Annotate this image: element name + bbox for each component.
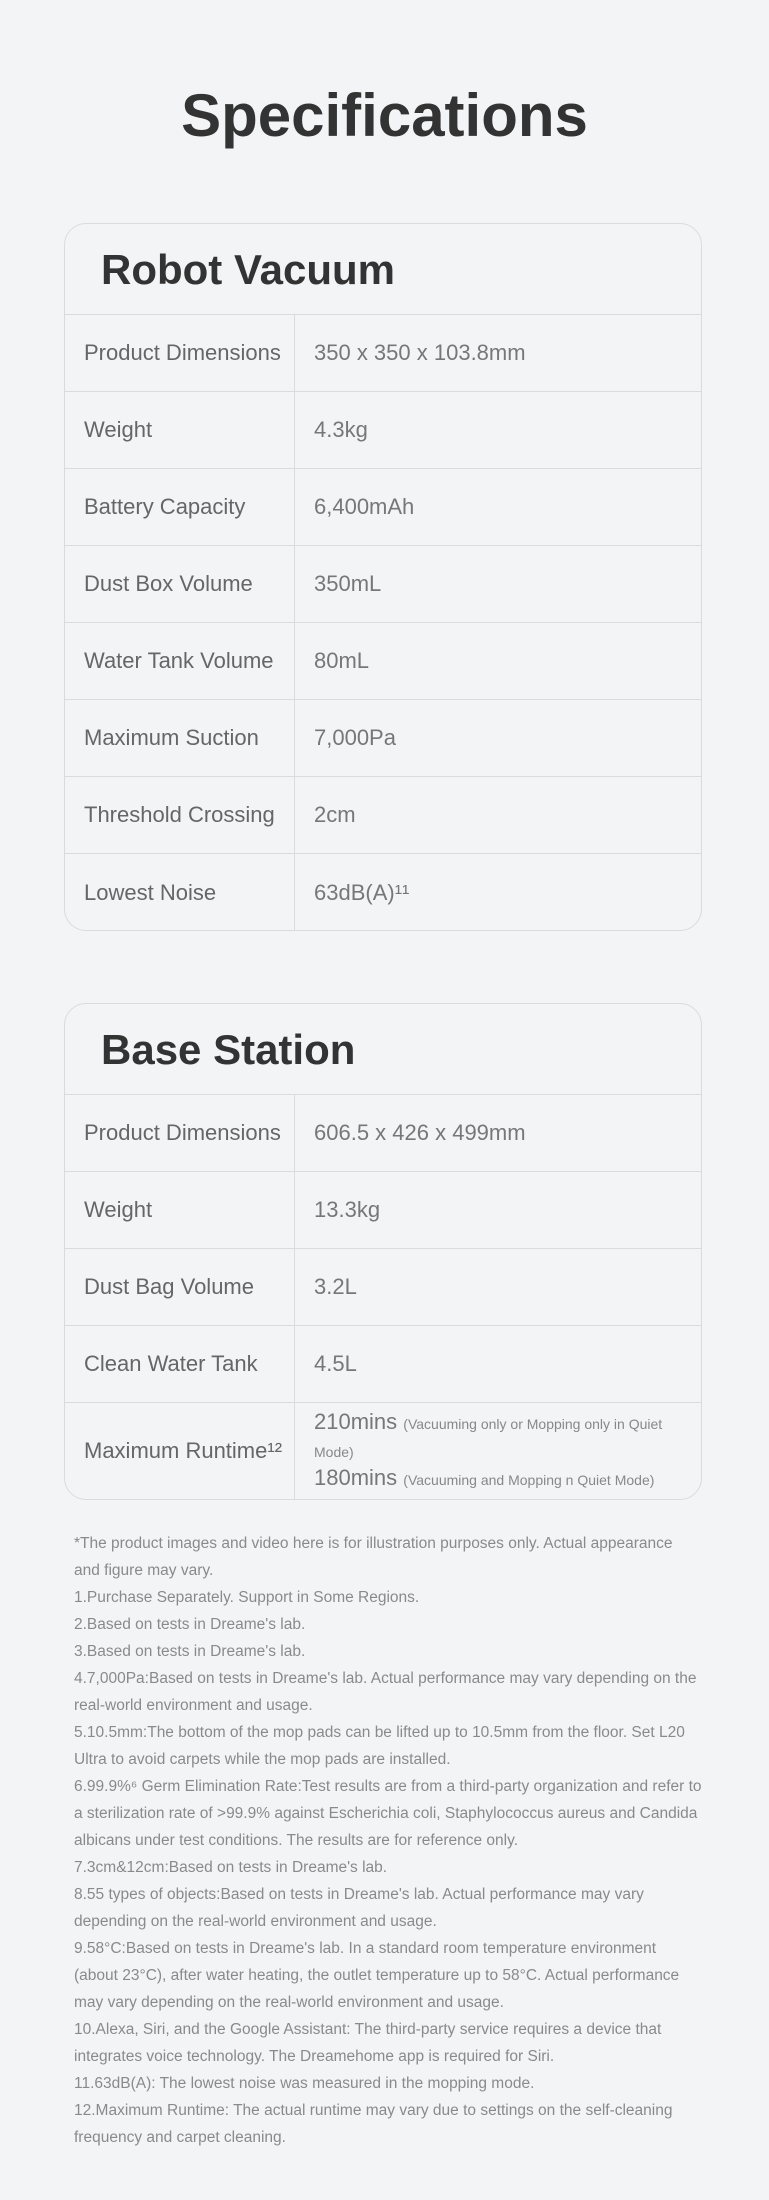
spec-value: 4.5L: [314, 1351, 357, 1376]
spec-label: Clean Water Tank: [65, 1326, 295, 1402]
spec-label: Maximum Suction: [65, 700, 295, 776]
spec-label: Product Dimensions: [65, 315, 295, 391]
spec-row-maximum-runtime: [65, 1403, 701, 1499]
runtime-line-quiet: [314, 1409, 701, 1465]
spec-row-lowest-noise: [65, 854, 701, 931]
runtime-value: 210mins: [314, 1409, 398, 1434]
footnote: 9.58°C:Based on tests in Dreame's lab. In a standard room temperature environment (about 23°C), after water heating, the outlet temperature up to 58°C. Actual performance may vary depending on the real-world environment and usage.: [74, 1940, 680, 2011]
runtime-value: 180mins: [314, 1465, 398, 1490]
spec-row-product-dimensions: [65, 1095, 701, 1172]
spec-label: Product Dimensions: [65, 1095, 295, 1171]
runtime-note: (Vacuuming and Mopping n Quiet Mode): [403, 1472, 655, 1488]
spec-row-product-dimensions: [65, 315, 701, 392]
spec-value: 350 x 350 x 103.8mm: [314, 340, 526, 365]
spec-value: 2cm: [314, 802, 356, 827]
footnote: 2.Based on tests in Dreame's lab.: [74, 1616, 306, 1633]
spec-row-battery-capacity: [65, 469, 701, 546]
robot-vacuum-title: Robot Vacuum: [65, 224, 701, 315]
footnote: 6.99.9%⁶ Germ Elimination Rate:Test results are from a third-party organization and refer to a sterilization rate of >99.9% against Escherichia coli, Staphylococcus aureus and Candida albicans under test conditions. The results are for reference only.: [74, 1778, 702, 1849]
runtime-line-vac-mop: [314, 1465, 654, 1493]
spec-label: Weight: [65, 1172, 295, 1248]
spec-label: Battery Capacity: [65, 469, 295, 545]
spec-value: 7,000Pa: [314, 725, 396, 750]
spec-row-threshold-crossing: [65, 777, 701, 854]
footnote: 8.55 types of objects:Based on tests in Dreame's lab. Actual performance may vary depending on the real-world environment and usage.: [74, 1886, 644, 1930]
spec-label: Lowest Noise: [65, 854, 295, 931]
spec-row-water-tank-volume: [65, 623, 701, 700]
spec-value: 6,400mAh: [314, 494, 415, 519]
robot-vacuum-card: [64, 223, 702, 931]
spec-row-clean-water-tank: [65, 1326, 701, 1403]
page-title: Specifications: [181, 82, 588, 149]
spec-row-dust-bag-volume: [65, 1249, 701, 1326]
spec-value: 63dB(A)¹¹: [314, 879, 410, 905]
spec-label: Dust Bag Volume: [65, 1249, 295, 1325]
footnote: 5.10.5mm:The bottom of the mop pads can be lifted up to 10.5mm from the floor. Set L20 Ultra to avoid carpets while the mop pads are installed.: [74, 1724, 685, 1768]
footnote: 1.Purchase Separately. Support in Some Regions.: [74, 1589, 420, 1606]
spec-value: 4.3kg: [314, 417, 368, 442]
runtime-note: (Vacuuming only or Mopping only in Quiet Mode): [314, 1416, 663, 1460]
spec-label: Maximum Runtime¹²: [65, 1403, 295, 1499]
spec-label: Weight: [65, 392, 295, 468]
base-station-card: [64, 1003, 702, 1500]
footnote: 11.63dB(A): The lowest noise was measured in the mopping mode.: [74, 2075, 535, 2092]
spec-label: Threshold Crossing: [65, 777, 295, 853]
spec-value: 80mL: [314, 648, 370, 673]
footnote: 10.Alexa, Siri, and the Google Assistant: The third-party service requires a device that integrates voice technology. The Dreamehome app is required for Siri.: [74, 2021, 662, 2065]
footnote: 3.Based on tests in Dreame's lab.: [74, 1643, 306, 1660]
spec-value: 606.5 x 426 x 499mm: [314, 1120, 526, 1145]
spec-row-weight: [65, 1172, 701, 1249]
footnote: 4.7,000Pa:Based on tests in Dreame's lab. Actual performance may vary depending on the real-world environment and usage.: [74, 1670, 697, 1714]
footnote: *The product images and video here is for illustration purposes only. Actual appearance and figure may vary.: [74, 1535, 673, 1579]
spec-value-runtime: [295, 1403, 701, 1499]
spec-row-weight: [65, 392, 701, 469]
spec-label: Water Tank Volume: [65, 623, 295, 699]
spec-row-maximum-suction: [65, 700, 701, 777]
base-station-title: Base Station: [65, 1004, 701, 1095]
spec-value: 3.2L: [314, 1274, 357, 1299]
footnotes: [74, 1530, 702, 2151]
footnote: 12.Maximum Runtime: The actual runtime may vary due to settings on the self-cleaning frequency and carpet cleaning.: [74, 2102, 673, 2146]
spec-value: 13.3kg: [314, 1197, 381, 1222]
spec-value: 350mL: [314, 571, 382, 596]
spec-row-dust-box-volume: [65, 546, 701, 623]
spec-label: Dust Box Volume: [65, 546, 295, 622]
footnote: 7.3cm&12cm:Based on tests in Dreame's lab.: [74, 1859, 388, 1876]
